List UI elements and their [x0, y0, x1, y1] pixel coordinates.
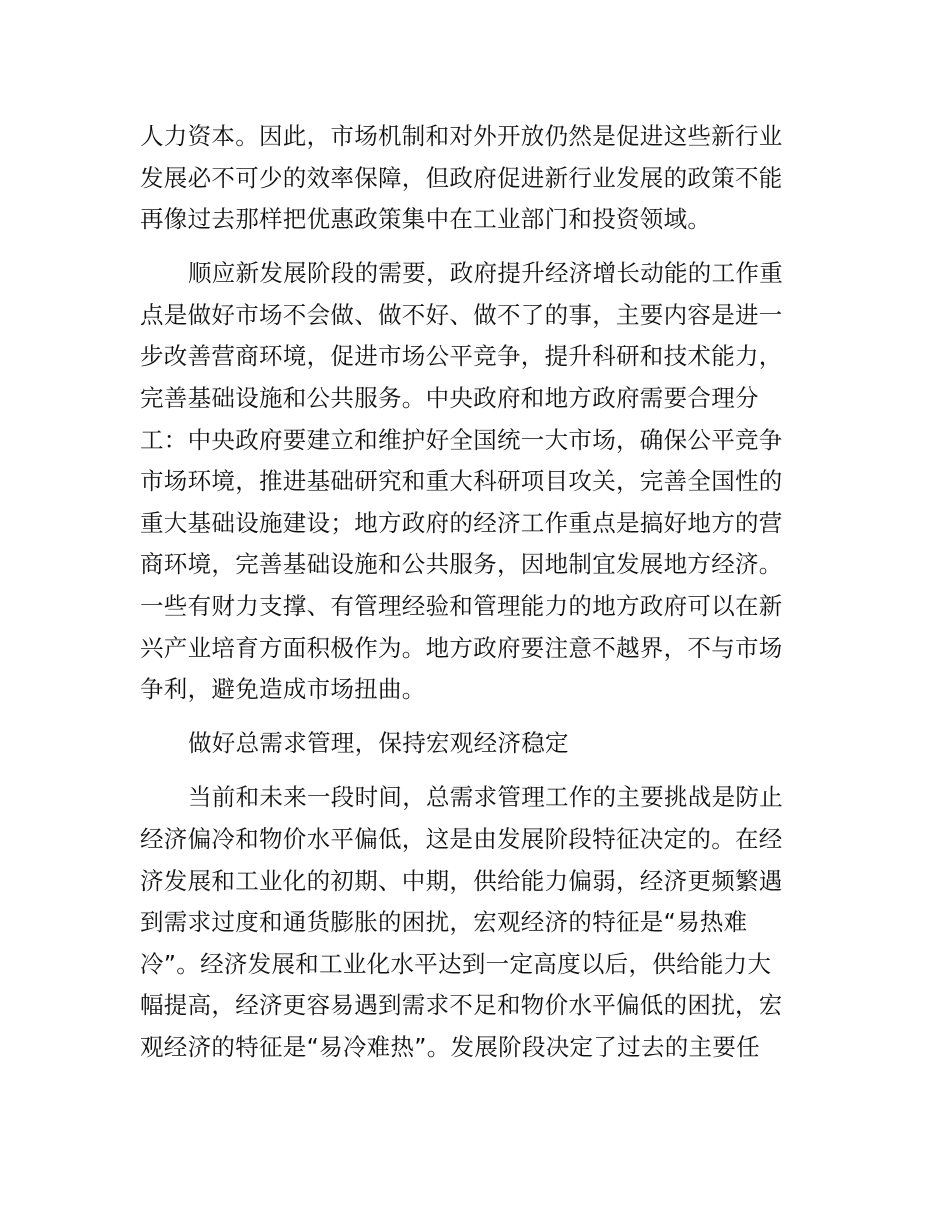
text-line: 到需求过度和通货膨胀的困扰，宏观经济的特征是“易热难 — [140, 908, 748, 937]
text-line: 发展必不可少的效率保障，但政府促进新行业发展的政策不能 — [140, 163, 783, 192]
paragraph-spacer — [140, 765, 820, 778]
text-line: 济发展和工业化的初期、中期，供给能力偏弱，经济更频繁遇 — [140, 866, 783, 895]
text-line: 观经济的特征是“易冷难热”。发展阶段决定了过去的主要任 — [140, 1032, 760, 1061]
text-line: 工：中央政府要建立和维护好全国统一大市场，确保公平竞争 — [140, 425, 783, 454]
text-line: 幅提高，经济更容易遇到需求不足和物价水平偏低的困扰，宏 — [140, 991, 783, 1020]
section-heading — [140, 723, 820, 765]
text-line: 争利，避免造成市场扭曲。 — [140, 675, 426, 704]
paragraph-2 — [140, 253, 820, 711]
paragraph-spacer — [140, 241, 820, 254]
body-text — [140, 116, 820, 1069]
text-line: 顺应新发展阶段的需要，政府提升经济增长动能的工作重 — [188, 259, 783, 288]
paragraph-spacer — [140, 711, 820, 724]
paragraph-1 — [140, 116, 820, 241]
text-line: 冷”。经济发展和工业化水平达到一定高度以后，供给能力大 — [140, 949, 772, 978]
text-line: 一些有财力支撑、有管理经验和管理能力的地方政府可以在新 — [140, 592, 783, 621]
text-line: 重大基础设施建设；地方政府的经济工作重点是搞好地方的营 — [140, 508, 783, 537]
paragraph-3 — [140, 777, 820, 1068]
text-line: 经济偏冷和物价水平偏低，这是由发展阶段特征决定的。在经 — [140, 825, 783, 853]
text-line: 完善基础设施和公共服务。中央政府和地方政府需要合理分 — [140, 384, 759, 413]
text-line: 兴产业培育方面积极作为。地方政府要注意不越界，不与市场 — [140, 633, 783, 662]
heading-line: 做好总需求管理，保持宏观经济稳定 — [188, 729, 569, 758]
text-line: 商环境，完善基础设施和公共服务，因地制宜发展地方经济。 — [140, 550, 783, 579]
text-line: 再像过去那样把优惠政策集中在工业部门和投资领域。 — [140, 205, 712, 234]
text-line: 步改善营商环境，促进市场公平竞争，提升科研和技术能力， — [140, 342, 783, 371]
text-line: 当前和未来一段时间，总需求管理工作的主要挑战是防止 — [188, 783, 783, 812]
text-line: 市场环境，推进基础研究和重大科研项目攻关，完善全国性的 — [140, 467, 783, 496]
text-line: 人力资本。因此，市场机制和对外开放仍然是促进这些新行业 — [140, 122, 783, 150]
text-line: 点是做好市场不会做、做不好、做不了的事，主要内容是进一 — [140, 300, 783, 329]
